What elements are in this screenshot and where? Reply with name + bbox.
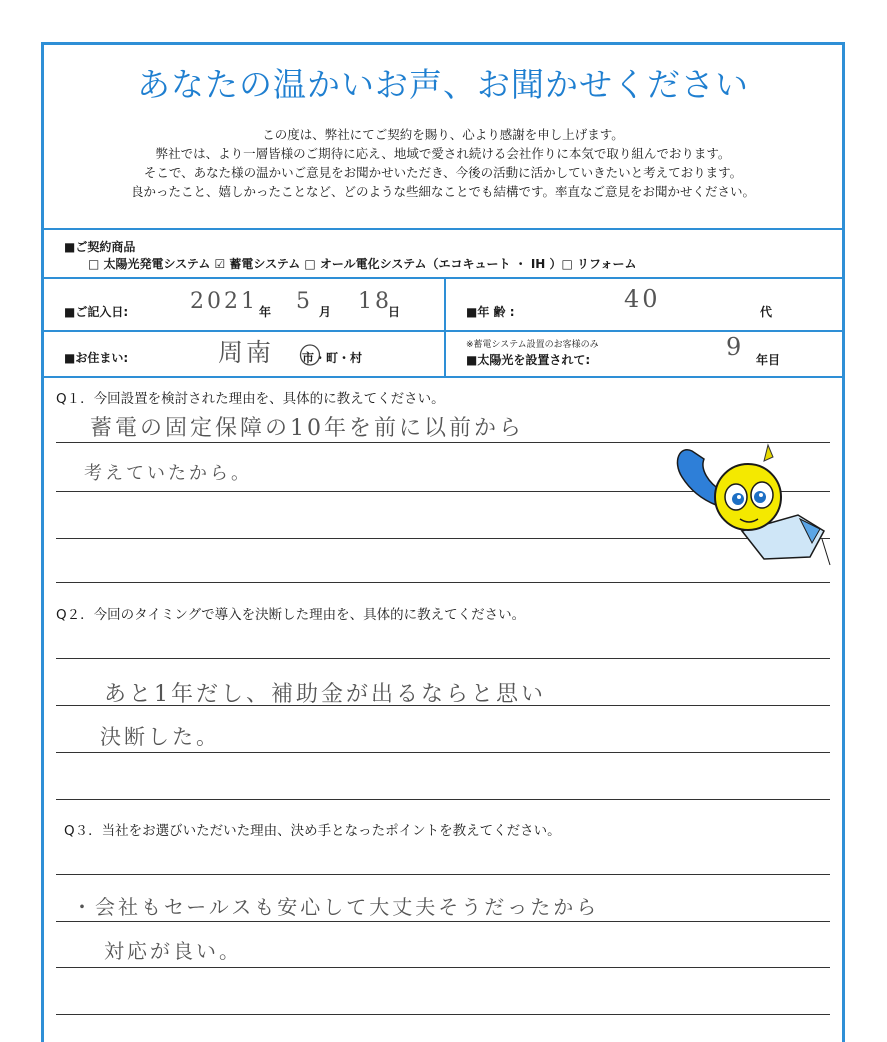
divider <box>44 330 842 332</box>
age-label: ■年 齢 : <box>466 305 515 319</box>
survey-form <box>41 42 845 1042</box>
divider <box>44 277 842 279</box>
answer-rule <box>56 921 830 922</box>
solar-label: ■太陽光を設置されて: <box>466 353 591 367</box>
intro-line: この度は、弊社にてご契約を賜り、心より感謝を申し上げます。 <box>262 127 624 142</box>
mascot-character-icon <box>672 439 832 569</box>
answer-rule <box>56 967 830 968</box>
date-day-value: 18 <box>358 289 392 314</box>
age-unit: 代 <box>760 305 773 319</box>
contract-heading: ■ご契約商品 <box>64 240 136 254</box>
solar-years-value: 9 <box>726 333 745 361</box>
contract-products: □ 太陽光発電システム ☑ 蓄電システム □ オール電化システム（エコキュート ・ IH ）□ リフォーム <box>88 257 637 271</box>
answer-rule <box>56 752 830 753</box>
divider <box>44 376 842 378</box>
address-label: ■お住まい: <box>64 351 129 365</box>
day-unit: 日 <box>388 305 401 319</box>
answer-2-line-1: あと1年だし、補助金が出るならと思い <box>104 682 546 707</box>
answer-1-line-2: 考えていたから。 <box>84 463 252 484</box>
answer-rule <box>56 1014 830 1015</box>
storage-note: ※蓄電システム設置のお客様のみ <box>466 340 599 350</box>
answer-3-line-2: 対応が良い。 <box>104 939 242 963</box>
question-3: Q３．当社をお選びいただいた理由、決め手となったポイントを教えてください。 <box>64 823 561 839</box>
answer-2-line-2: 決断した。 <box>100 725 220 749</box>
age-value: 40 <box>624 285 661 313</box>
question-2: Q２．今回のタイミングで導入を決断した理由を、具体的に教えてください。 <box>56 607 526 623</box>
solar-years-unit: 年目 <box>756 353 781 367</box>
answer-rule <box>56 874 830 875</box>
form-title: あなたの温かいお声、お聞かせください <box>137 65 749 104</box>
city-type-options: 市・町・村 <box>302 351 363 365</box>
divider <box>444 277 446 376</box>
intro-line: 良かったこと、嬉しかったことなど、どのような些細なことでも結構です。率直なご意見をお聞かせください。 <box>130 184 755 199</box>
answer-rule <box>56 799 830 800</box>
selected-city-circle <box>299 343 321 367</box>
intro-line: 弊社では、より一層皆様のご期待に応え、地域で愛され続ける会社作りに本気で取り組んでおります。 <box>155 146 731 161</box>
divider <box>44 228 842 230</box>
answer-rule <box>56 658 830 659</box>
date-year-value: 2021 <box>190 289 258 314</box>
date-month-value: 5 <box>296 289 313 314</box>
date-label: ■ご記入日: <box>64 305 129 319</box>
address-value: 周南 <box>218 338 275 367</box>
answer-3-line-1: ・会社もセールスも安心して大丈夫そうだったから <box>72 895 600 919</box>
month-unit: 月 <box>319 305 332 319</box>
answer-rule <box>56 705 830 706</box>
question-1: Q１．今回設置を検討された理由を、具体的に教えてください。 <box>56 391 445 407</box>
intro-line: そこで、あなた様の温かいご意見をお聞かせいただき、今後の活動に活かしていきたいと考えております。 <box>143 165 743 180</box>
answer-rule <box>56 582 830 583</box>
year-unit: 年 <box>259 305 272 319</box>
intro-text <box>44 125 842 201</box>
answer-1-line-1: 蓄電の固定保障の10年を前に以前から <box>90 416 524 441</box>
